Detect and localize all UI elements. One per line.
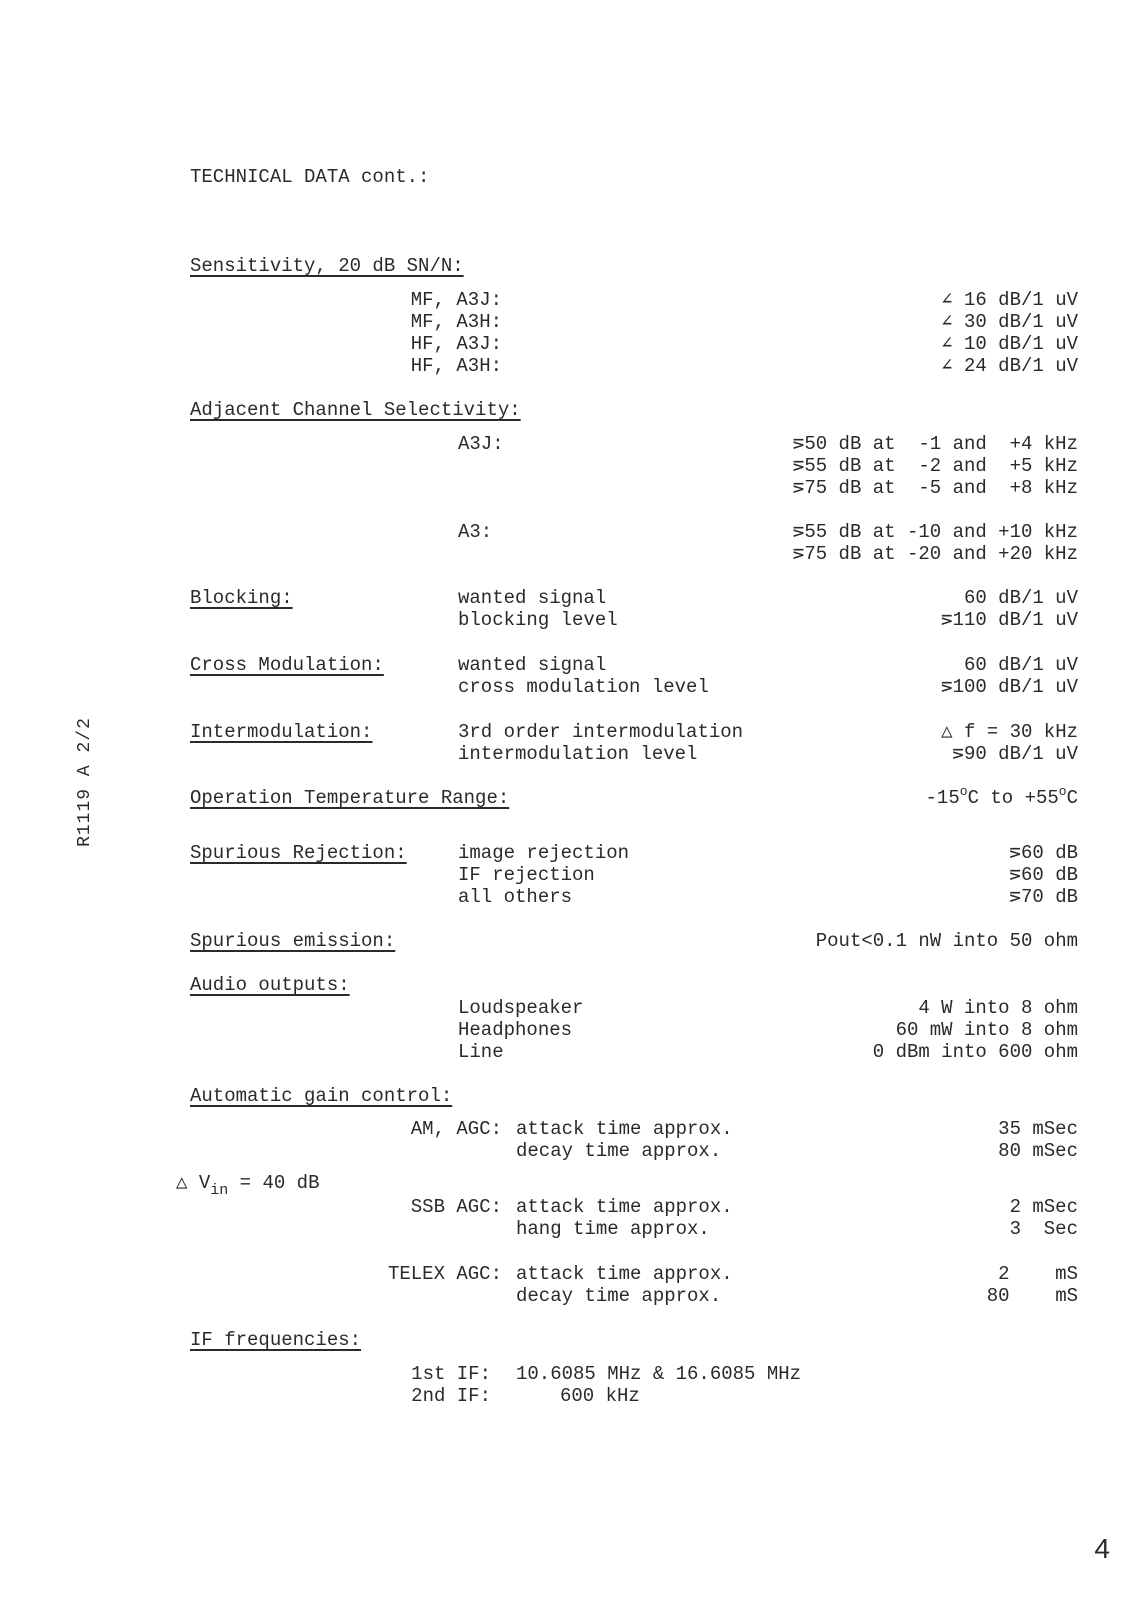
spurious-emission-title: Spurious emission: [190, 930, 396, 952]
agc-ssb-value: 2 mSec [1009, 1196, 1078, 1218]
adjacent-a3j-value: ⋝75 dB at -5 and +8 kHz [792, 477, 1078, 499]
spurious-rejection-title: Spurious Rejection: [190, 842, 407, 864]
crossmod-value: ⋝100 dB/1 uV [941, 676, 1078, 698]
adjacent-a3j-value: ⋝50 dB at -1 and +4 kHz [792, 433, 1078, 455]
agc-am-value: 35 mSec [998, 1118, 1078, 1140]
temperature-value: -15$^o$C to $+55^oC$ [925, 784, 1078, 809]
adjacent-title: Adjacent Channel Selectivity: [190, 399, 521, 421]
blocking-label: blocking level [458, 609, 618, 631]
agc-title: Automatic gain control: [190, 1085, 453, 1107]
audio-value: 60 mW into 8 ohm [895, 1019, 1078, 1041]
sensitivity-value: ∠ 24 dB/1 uV [941, 355, 1078, 377]
audio-value: 4 W into 8 ohm [918, 997, 1078, 1019]
sensitivity-label: HF, A3H: [410, 355, 502, 377]
agc-vin-note: △ $V_{in} = 40$ dB [176, 1172, 320, 1199]
audio-title: Audio outputs: [190, 974, 350, 996]
sensitivity-value: ∠ 30 dB/1 uV [941, 311, 1078, 333]
audio-value: 0 dBm into 600 ohm [872, 1041, 1078, 1063]
adjacent-a3j-value: ⋝55 dB at -2 and +5 kHz [792, 455, 1078, 477]
intermod-label: 3rd order intermodulation [458, 721, 744, 743]
audio-label: Line [458, 1041, 504, 1063]
agc-am-value: 80 mSec [998, 1140, 1078, 1162]
spurious-rejection-label: image rejection [458, 842, 630, 864]
sensitivity-value: ∠ 10 dB/1 uV [941, 333, 1078, 355]
spurious-rejection-value: ⋝60 dB [1009, 864, 1078, 886]
agc-telex-value: 2 mS [998, 1263, 1078, 1285]
blocking-label: wanted signal [458, 587, 607, 609]
adjacent-a3-label: A3: [458, 521, 493, 543]
adjacent-a3j-label: A3J: [458, 433, 504, 455]
page-number: 4 [1094, 1533, 1110, 1564]
agc-am-row-label: attack time approx. [516, 1118, 733, 1140]
intermod-title: Intermodulation: [190, 721, 373, 743]
if-first-label: 1st IF: [411, 1363, 491, 1385]
blocking-title: Blocking: [190, 587, 293, 609]
crossmod-value: 60 dB/1 uV [963, 654, 1078, 676]
if-first-value: 10.6085 MHz & 16.6085 MHz [516, 1363, 802, 1385]
agc-am-row-label: decay time approx. [516, 1140, 722, 1162]
spurious-emission-value: Pout<0.1 nW into 50 ohm [815, 930, 1078, 952]
sensitivity-title: Sensitivity, 20 dB SN/N: [190, 255, 464, 277]
crossmod-label: cross modulation level [458, 676, 709, 698]
agc-telex-value: 80 mS [986, 1285, 1078, 1307]
temperature-title: Operation Temperature Range: [190, 787, 510, 809]
agc-telex-row-label: attack time approx. [516, 1263, 733, 1285]
agc-ssb-label: SSB AGC: [410, 1196, 502, 1218]
intermod-label: intermodulation level [458, 743, 698, 765]
spurious-rejection-label: all others [458, 886, 573, 908]
page-heading: TECHNICAL DATA cont.: [190, 166, 430, 188]
spurious-rejection-label: IF rejection [458, 864, 595, 886]
agc-am-label: AM, AGC: [410, 1118, 502, 1140]
crossmod-title: Cross Modulation: [190, 654, 384, 676]
blocking-value: 60 dB/1 uV [963, 587, 1078, 609]
agc-ssb-value: 3 Sec [1009, 1218, 1078, 1240]
sensitivity-label: HF, A3J: [410, 333, 502, 355]
agc-telex-label: TELEX AGC: [387, 1263, 502, 1285]
sensitivity-label: MF, A3H: [410, 311, 502, 333]
adjacent-a3-value: ⋝55 dB at -10 and +10 kHz [792, 521, 1078, 543]
if-title: IF frequencies: [190, 1329, 362, 1351]
intermod-value: ⋝90 dB/1 uV [952, 743, 1078, 765]
sensitivity-label: MF, A3J: [410, 289, 502, 311]
audio-label: Headphones [458, 1019, 573, 1041]
blocking-value: ⋝110 dB/1 uV [941, 609, 1078, 631]
intermod-value: △ f = 30 kHz [941, 721, 1078, 743]
audio-label: Loudspeaker [458, 997, 584, 1019]
crossmod-label: wanted signal [458, 654, 607, 676]
adjacent-a3-value: ⋝75 dB at -20 and +20 kHz [792, 543, 1078, 565]
agc-telex-row-label: decay time approx. [516, 1285, 722, 1307]
if-second-value: 600 kHz [560, 1385, 640, 1407]
spurious-rejection-value: ⋝60 dB [1009, 842, 1078, 864]
side-reference: R1119 A 2/2 [75, 717, 95, 847]
spurious-rejection-value: ⋝70 dB [1009, 886, 1078, 908]
sensitivity-value: ∠ 16 dB/1 uV [941, 289, 1078, 311]
agc-ssb-row-label: hang time approx. [516, 1218, 710, 1240]
agc-ssb-row-label: attack time approx. [516, 1196, 733, 1218]
if-second-label: 2nd IF: [411, 1385, 491, 1407]
